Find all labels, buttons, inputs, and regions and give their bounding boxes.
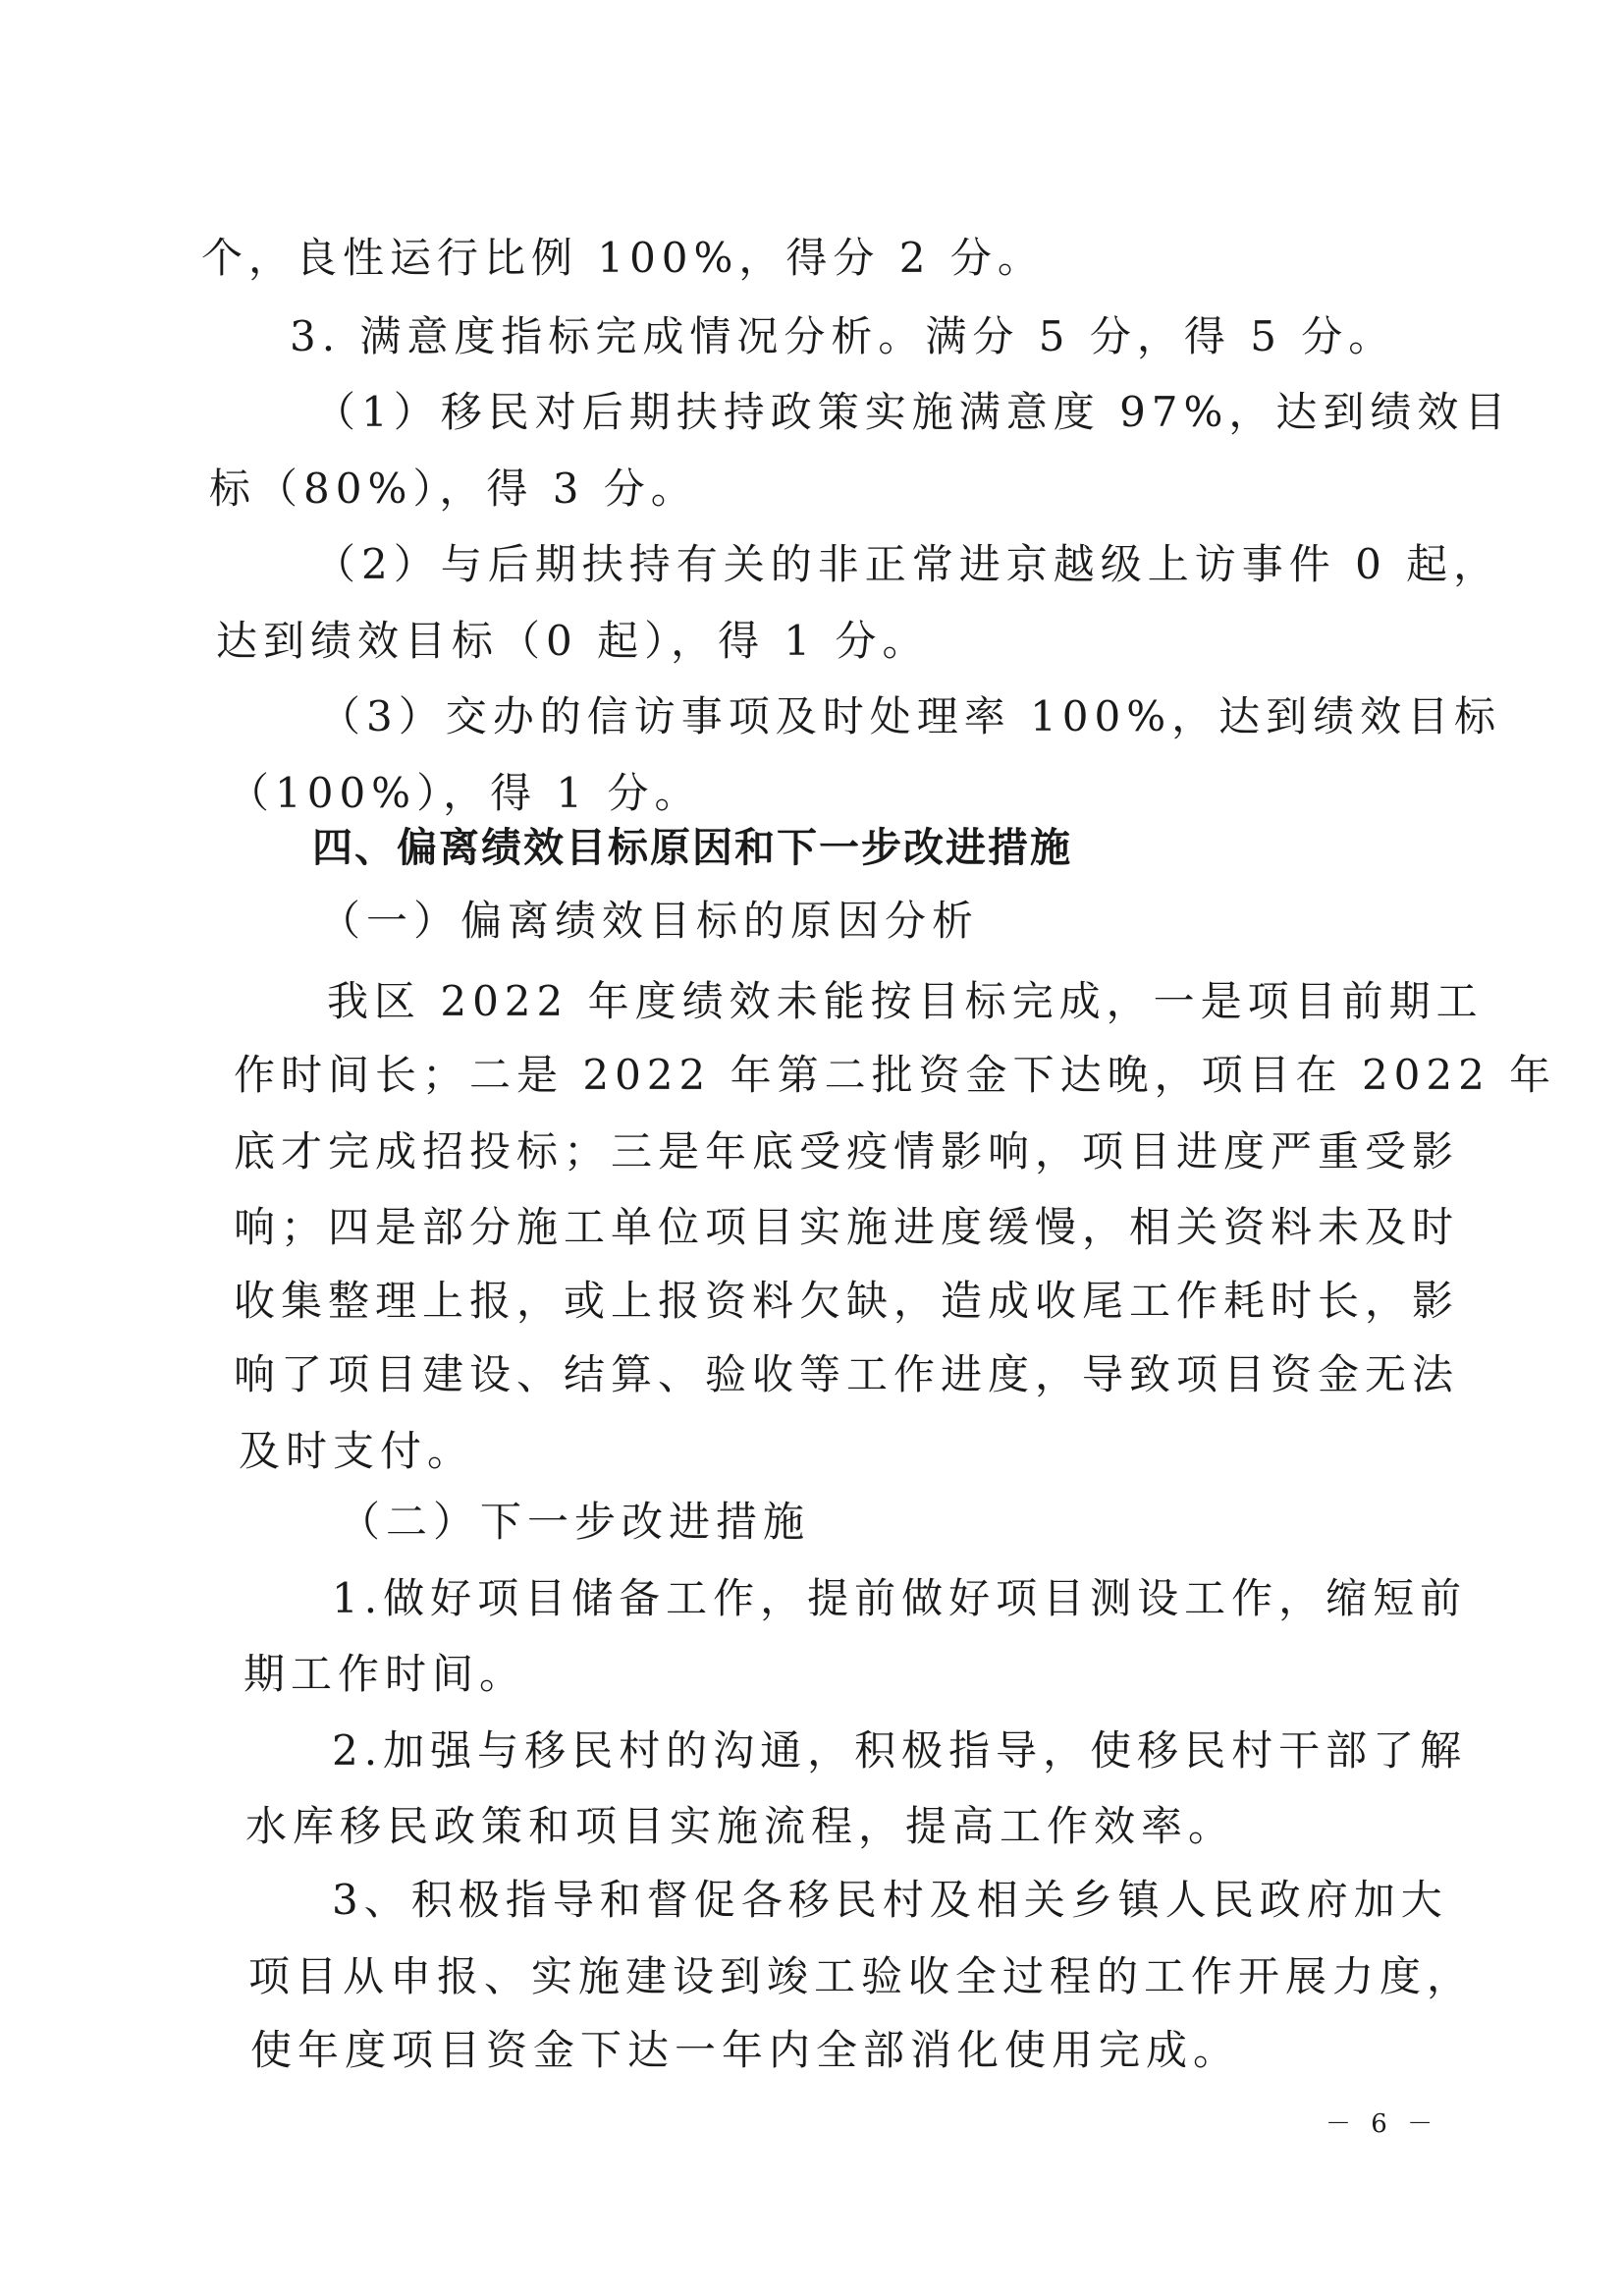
- text-line: 我区 2022 年度绩效未能按目标完成，一是项目前期工: [327, 977, 1484, 1025]
- subsection-heading: （二）下一步改进措施: [339, 1498, 811, 1546]
- text-line: 标（80%），得 3 分。: [209, 465, 698, 513]
- text-line: 3. 满意度指标完成情况分析。满分 5 分，得 5 分。: [290, 312, 1396, 360]
- text-line: 项目从申报、实施建设到竣工验收全过程的工作开展力度，: [248, 1952, 1475, 2000]
- text-line: 水库移民政策和项目实施流程，提高工作效率。: [245, 1802, 1236, 1850]
- text-line: 使年度项目资金下达一年内全部消化使用完成。: [250, 2026, 1241, 2074]
- text-line: 及时支付。: [239, 1427, 475, 1475]
- text-line: （1）移民对后期扶持政策实施满意度 97%，达到绩效目: [314, 388, 1512, 436]
- text-line: （3）交办的信访事项及时处理率 100%，达到绩效目标: [319, 692, 1502, 740]
- page-number: － 6 －: [1325, 2109, 1439, 2139]
- text-line: 底才完成招投标；三是年底受疫情影响，项目进度严重受影: [234, 1127, 1460, 1175]
- text-line: 达到绩效目标（0 起），得 1 分。: [216, 617, 930, 665]
- text-line: 响；四是部分施工单位项目实施进度缓慢，相关资料未及时: [234, 1203, 1460, 1251]
- section-heading: 四、偏离绩效目标原因和下一步改进措施: [312, 824, 1072, 871]
- text-line: 2.加强与移民村的沟通，积极指导，使移民村干部了解: [332, 1726, 1468, 1775]
- subsection-heading: （一）偏离绩效目标的原因分析: [319, 897, 980, 945]
- text-line: 个，良性运行比例 100%，得分 2 分。: [201, 234, 1045, 282]
- text-line: 1.做好项目储备工作，提前做好项目测设工作，缩短前: [332, 1574, 1468, 1622]
- text-line: 收集整理上报，或上报资料欠缺，造成收尾工作耗时长，影: [234, 1277, 1460, 1325]
- text-line: 响了项目建设、结算、验收等工作进度，导致项目资金无法: [234, 1350, 1460, 1398]
- text-line: 作时间长；二是 2022 年第二批资金下达晚，项目在 2022 年: [234, 1051, 1557, 1099]
- text-line: 期工作时间。: [243, 1650, 527, 1698]
- text-line: （100%），得 1 分。: [228, 769, 702, 817]
- text-line: （2）与后期扶持有关的非正常进京越级上访事件 0 起，: [314, 540, 1501, 588]
- text-line: 3、积极指导和督促各移民村及相关乡镇人民政府加大: [332, 1876, 1448, 1924]
